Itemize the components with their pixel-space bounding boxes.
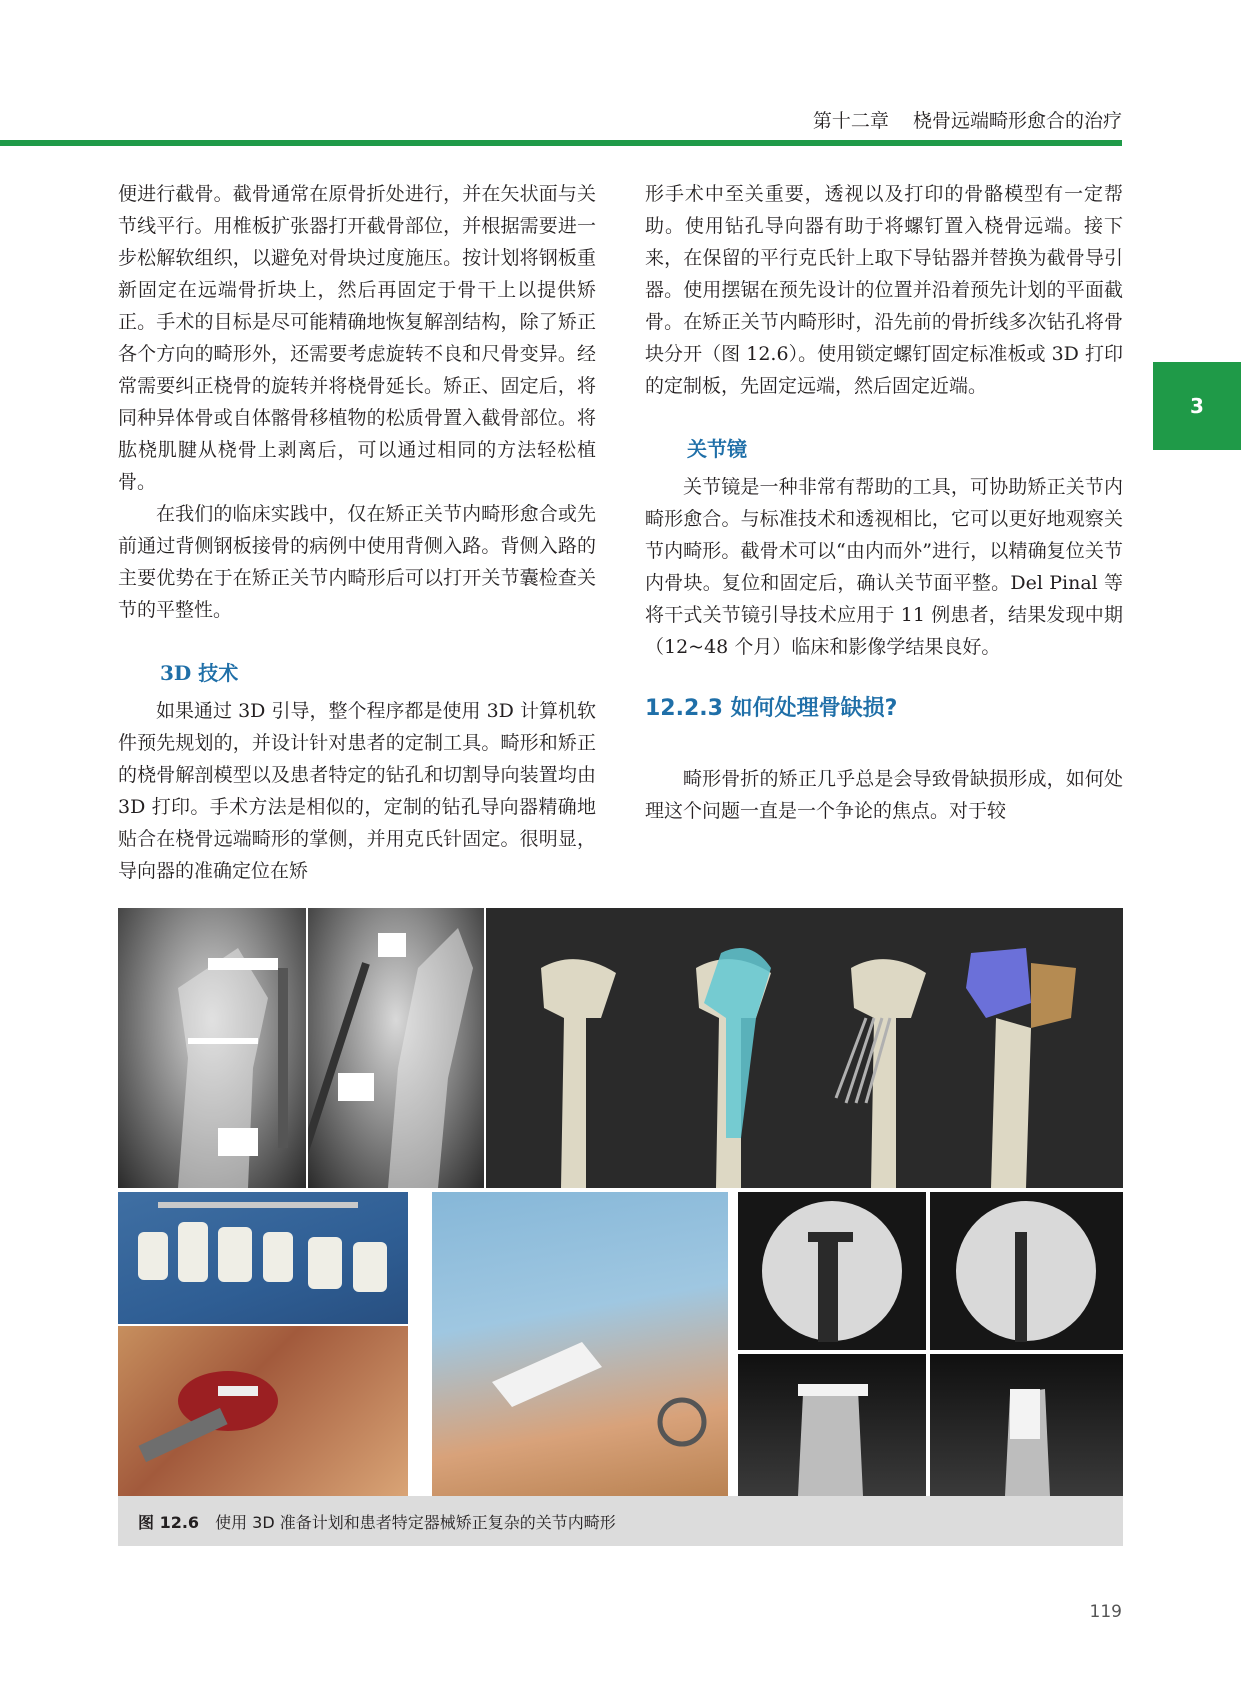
guide-application-graphic <box>432 1192 728 1496</box>
header-rule <box>0 140 1122 146</box>
ct-sagittal-graphic <box>930 1354 1123 1496</box>
xray-pa-image <box>118 908 306 1188</box>
xray-lateral-image <box>308 908 484 1188</box>
fluoroscopy-lateral-graphic <box>930 1192 1123 1350</box>
chapter-tab: 3 <box>1153 362 1241 450</box>
3d-bone-renders <box>486 908 1123 1188</box>
left-column <box>118 178 596 887</box>
page-number: 119 <box>1089 1602 1122 1622</box>
section-heading: 12.2.3 如何处理骨缺损? <box>645 696 898 721</box>
figure-12-6 <box>118 908 1123 1496</box>
guide-application-photo <box>432 1192 728 1496</box>
ct-coronal-image <box>738 1354 926 1496</box>
ct-sagittal-image <box>930 1354 1123 1496</box>
printed-guides-graphic <box>118 1192 408 1324</box>
surgery-photo <box>118 1326 408 1496</box>
xray-lateral-graphic <box>308 908 484 1188</box>
fluoroscopy-ap-image <box>738 1192 926 1350</box>
paragraph: 如果通过 3D 引导，整个程序都是使用 3D 计算机软件预先规划的，并设计针对患者的定制工具。畸形和矫正的桡骨解剖模型以及患者特定的钻孔和切割导向装置均由 3D 打印。手术方法是相似的，定制的钻孔导向器精确地贴合在桡骨远端畸形的掌侧，并用克氏针固定。很明显，导向器的准确定位在矫 <box>118 700 596 882</box>
fluoroscopy-ap-graphic <box>738 1192 926 1350</box>
right-column <box>645 178 1123 827</box>
paragraph: 形手术中至关重要，透视以及打印的骨骼模型有一定帮助。使用钻孔导向器有助于将螺钉置入桡骨远端。接下来，在保留的平行克氏针上取下导钻器并替换为截骨导引器。使用摆锯在预先设计的位置并沿着预先计划的平面截骨。在矫正关节内畸形时，沿先前的骨折线多次钻孔将骨块分开（图 12.6）。使用锁定螺钉固定标准板或 3D 打印的定制板，先固定远端，然后固定近端。 <box>645 183 1123 397</box>
fluoroscopy-lateral-image <box>930 1192 1123 1350</box>
surgery-graphic <box>118 1326 408 1496</box>
chapter-header-title: 第十二章 桡骨远端畸形愈合的治疗 <box>812 110 1122 132</box>
paragraph: 畸形骨折的矫正几乎总是会导致骨缺损形成，如何处理这个问题一直是一个争论的焦点。对于较 <box>645 768 1123 822</box>
subheading-arthroscopy: 关节镜 <box>687 437 747 461</box>
xray-pa-graphic <box>118 908 306 1188</box>
paragraph: 在我们的临床实践中，仅在矫正关节内畸形愈合或先前通过背侧钢板接骨的病例中使用背侧入路。背侧入路的主要优势在于在矫正关节内畸形后可以打开关节囊检查关节的平整性。 <box>118 503 596 621</box>
figure-caption-text: 使用 3D 准备计划和患者特定器械矫正复杂的关节内畸形 <box>215 1512 616 1532</box>
paragraph: 便进行截骨。截骨通常在原骨折处进行，并在矢状面与关节线平行。用椎板扩张器打开截骨部位，并根据需要进一步松解软组织，以避免对骨块过度施压。按计划将钢板重新固定在远端骨折块上，然后再固定于骨干上以提供矫正。手术的目标是尽可能精确地恢复解剖结构，除了矫正各个方向的畸形外，还需要考虑旋转不良和尺骨变异。经常需要纠正桡骨的旋转并将桡骨延长。矫正、固定后，将同种异体骨或自体髂骨移植物的松质骨置入截骨部位。将肱桡肌腱从桡骨上剥离后，可以通过相同的方法轻松植骨。 <box>118 183 596 493</box>
paragraph: 关节镜是一种非常有帮助的工具，可协助矫正关节内畸形愈合。与标准技术和透视相比，它可以更好地观察关节内畸形。截骨术可以“由内而外”进行，以精确复位关节内骨块。复位和固定后，确认关节面平整。Del Pinal 等将干式关节镜引导技术应用于 11 例患者，结果发现中期（12~48 个月）临床和影像学结果良好。 <box>645 476 1123 658</box>
figure-label: 图 12.6 <box>138 1512 200 1532</box>
3d-bone-models-graphic <box>486 908 1123 1188</box>
figure-caption <box>118 1496 1123 1546</box>
ct-coronal-graphic <box>738 1354 926 1496</box>
subheading-3d-technique: 3D 技术 <box>160 661 239 685</box>
printed-guides-photo <box>118 1192 408 1324</box>
